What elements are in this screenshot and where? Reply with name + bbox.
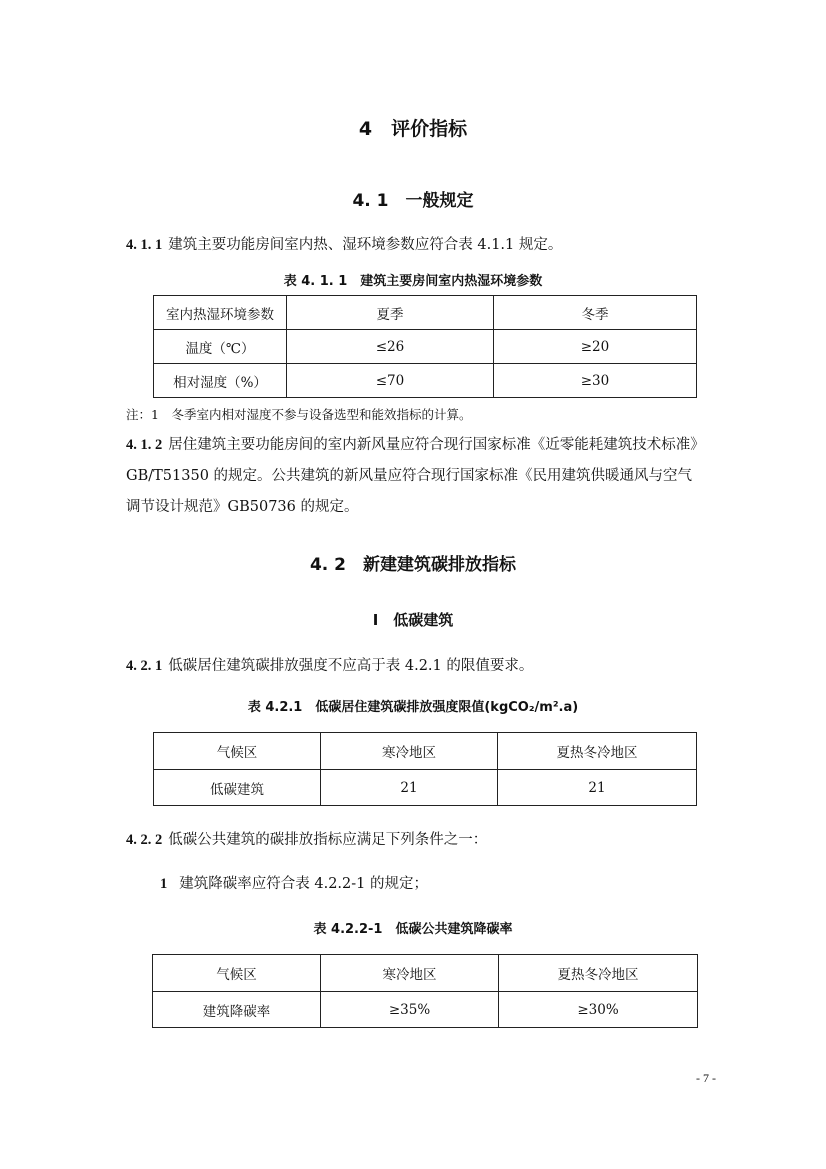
header-cell: 冬季 xyxy=(494,296,697,330)
table-cell: ≥20 xyxy=(494,330,697,364)
table-4-1-1-caption: 表 4. 1. 1 建筑主要房间室内热湿环境参数 xyxy=(283,274,543,289)
table-cell: 建筑降碳率 xyxy=(153,992,321,1028)
table-cell: 相对湿度（%） xyxy=(154,364,287,398)
table-4-2-2-1-caption: 表 4.2.2-1 低碳公共建筑降碳率 xyxy=(313,922,513,937)
table-cell: ≥30% xyxy=(499,992,698,1028)
header-cell: 寒冷地区 xyxy=(321,955,499,992)
clause-4-2-2 xyxy=(126,825,700,856)
clause-number: 4. 1. 1 xyxy=(126,237,163,253)
page-number: - 7 - xyxy=(696,1071,716,1085)
table-4-2-2-1 xyxy=(152,954,698,1028)
table-row xyxy=(154,770,697,806)
table-header-row xyxy=(154,296,697,330)
table-cell: 21 xyxy=(498,770,697,806)
table-note: 注：1 冬季室内相对湿度不参与设备选型和能效指标的计算。 xyxy=(126,407,472,422)
list-item-1 xyxy=(160,869,700,900)
clause-4-2-1 xyxy=(126,651,700,682)
clause-text: 低碳公共建筑的碳排放指标应满足下列条件之一： xyxy=(168,832,488,848)
section-4-1-title: 4. 1 一般规定 xyxy=(352,191,474,211)
header-cell: 室内热湿环境参数 xyxy=(154,296,287,330)
subsection-title: I 低碳建筑 xyxy=(372,611,454,629)
item-text: 建筑降碳率应符合表 4.2.2-1 的规定； xyxy=(179,876,428,892)
table-4-1-1 xyxy=(153,295,697,398)
section-4-2-title: 4. 2 新建建筑碳排放指标 xyxy=(309,555,517,575)
clause-number: 4. 2. 2 xyxy=(126,832,163,848)
clause-number: 4. 2. 1 xyxy=(126,658,163,674)
clause-text: 建筑主要功能房间室内热、湿环境参数应符合表 4.1.1 规定。 xyxy=(168,237,563,253)
table-4-2-1 xyxy=(153,732,697,806)
header-cell: 气候区 xyxy=(153,955,321,992)
table-row xyxy=(154,364,697,398)
header-cell: 夏热冬冷地区 xyxy=(498,733,697,770)
table-cell: ≤26 xyxy=(287,330,494,364)
table-row xyxy=(153,992,698,1028)
table-cell: ≥30 xyxy=(494,364,697,398)
header-cell: 夏热冬冷地区 xyxy=(499,955,698,992)
table-cell: ≥35% xyxy=(321,992,499,1028)
header-cell: 气候区 xyxy=(154,733,321,770)
chapter-title: 4 评价指标 xyxy=(358,118,468,140)
table-cell: 温度（℃） xyxy=(154,330,287,364)
table-cell: ≤70 xyxy=(287,364,494,398)
clause-text: 低碳居住建筑碳排放强度不应高于表 4.2.1 的限值要求。 xyxy=(168,658,534,674)
table-4-2-1-caption: 表 4.2.1 低碳居住建筑碳排放强度限值(kgCO₂/m².a) xyxy=(247,700,579,715)
clause-number: 4. 1. 2 xyxy=(126,437,163,453)
header-cell: 夏季 xyxy=(287,296,494,330)
item-number: 1 xyxy=(160,876,168,892)
table-header-row xyxy=(153,955,698,992)
clause-4-1-1 xyxy=(126,230,700,261)
clause-4-1-2 xyxy=(126,430,700,523)
header-cell: 寒冷地区 xyxy=(321,733,498,770)
table-row xyxy=(154,330,697,364)
clause-text: 居住建筑主要功能房间的室内新风量应符合现行国家标准《近零能耗建筑技术标准》GB/T51350 的规定。公共建筑的新风量应符合现行国家标准《民用建筑供暖通风与空气调节设计规范》GB50736 的规定。 xyxy=(126,437,698,515)
table-header-row xyxy=(154,733,697,770)
table-cell: 低碳建筑 xyxy=(154,770,321,806)
table-cell: 21 xyxy=(321,770,498,806)
